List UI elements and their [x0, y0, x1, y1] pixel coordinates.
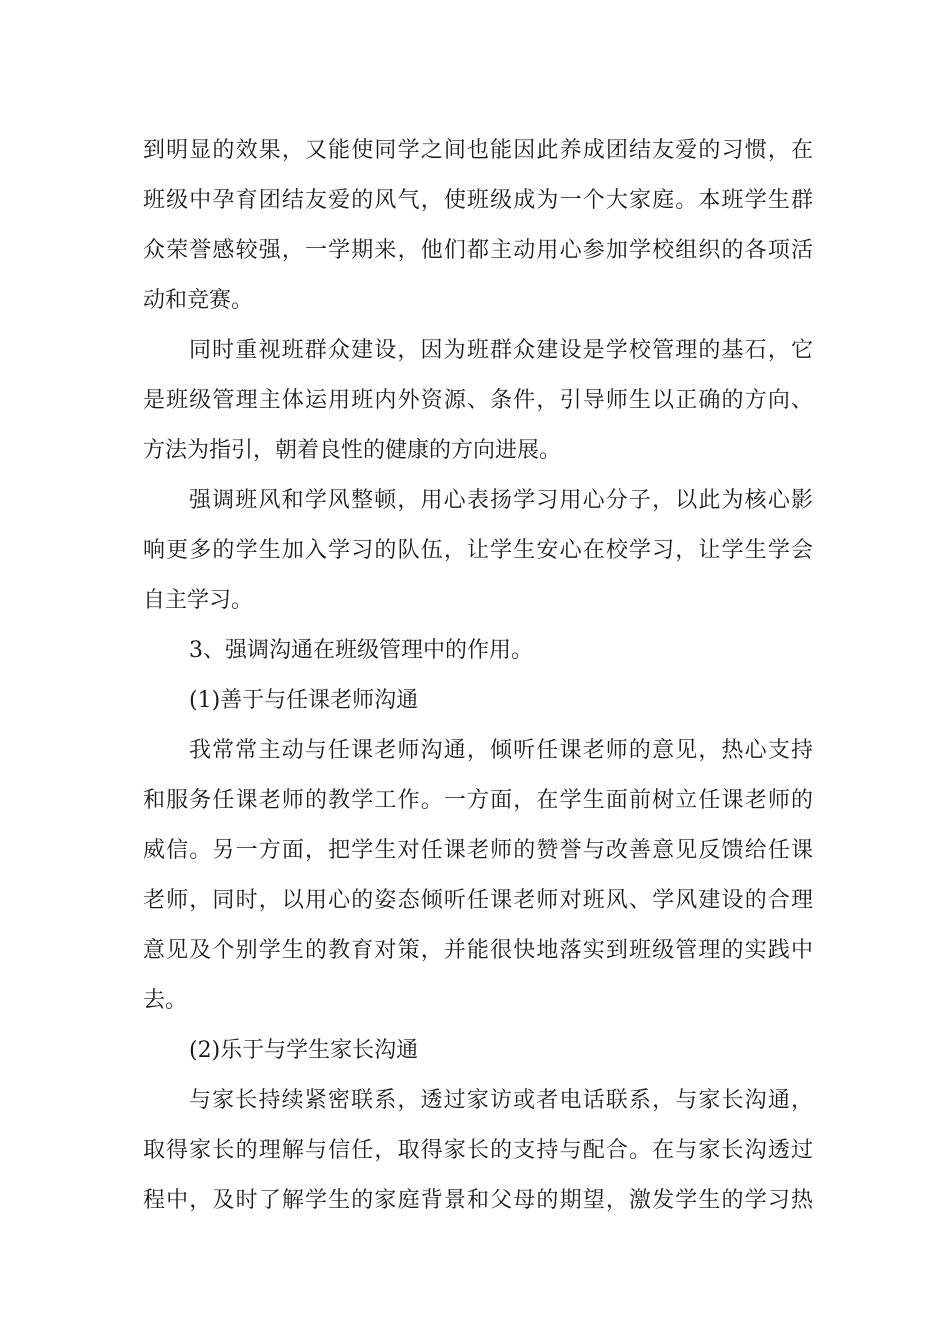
- text-line: 方法为指引，朝着良性的健康的方向进展。: [143, 438, 562, 463]
- text-line: 去。: [143, 988, 188, 1013]
- section-heading: 3、强调沟通在班级管理中的作用。: [189, 638, 533, 663]
- paragraph-first-line: 我常常主动与任课老师沟通，倾听任课老师的意见，热心支持: [189, 738, 813, 763]
- text-line: 是班级管理主体运用班内外资源、条件，引导师生以正确的方向、: [143, 388, 813, 413]
- text-line: 和服务任课老师的教学工作。一方面，在学生面前树立任课老师的: [143, 788, 813, 813]
- subsection-heading: (2)乐于与学生家长沟通: [189, 1038, 419, 1063]
- paragraph-first-line: 强调班风和学风整顿，用心表扬学习用心分子，以此为核心影: [189, 488, 813, 513]
- text-line: 班级中孕育团结友爱的风气，使班级成为一个大家庭。本班学生群: [143, 188, 813, 213]
- text-line: 动和竞赛。: [143, 288, 254, 313]
- text-line: 老师，同时，以用心的姿态倾听任课老师对班风、学风建设的合理: [143, 888, 813, 913]
- text-line: 到明显的效果，又能使同学之间也能因此养成团结友爱的习惯，在: [143, 138, 813, 163]
- text-line: 威信。另一方面，把学生对任课老师的赞誉与改善意见反馈给任课: [143, 838, 813, 863]
- text-line: 响更多的学生加入学习的队伍，让学生安心在校学习，让学生学会: [143, 538, 813, 563]
- text-line: 程中，及时了解学生的家庭背景和父母的期望，激发学生的学习热: [143, 1188, 813, 1213]
- subsection-heading: (1)善于与任课老师沟通: [189, 688, 419, 713]
- paragraph-first-line: 与家长持续紧密联系，透过家访或者电话联系，与家长沟通，: [189, 1088, 813, 1113]
- text-line: 众荣誉感较强，一学期来，他们都主动用心参加学校组织的各项活: [143, 238, 813, 263]
- paragraph-first-line: 同时重视班群众建设，因为班群众建设是学校管理的基石，它: [189, 338, 813, 363]
- text-line: 取得家长的理解与信任，取得家长的支持与配合。在与家长沟透过: [143, 1138, 813, 1163]
- text-line: 自主学习。: [143, 588, 254, 613]
- text-line: 意见及个别学生的教育对策，并能很快地落实到班级管理的实践中: [143, 938, 813, 963]
